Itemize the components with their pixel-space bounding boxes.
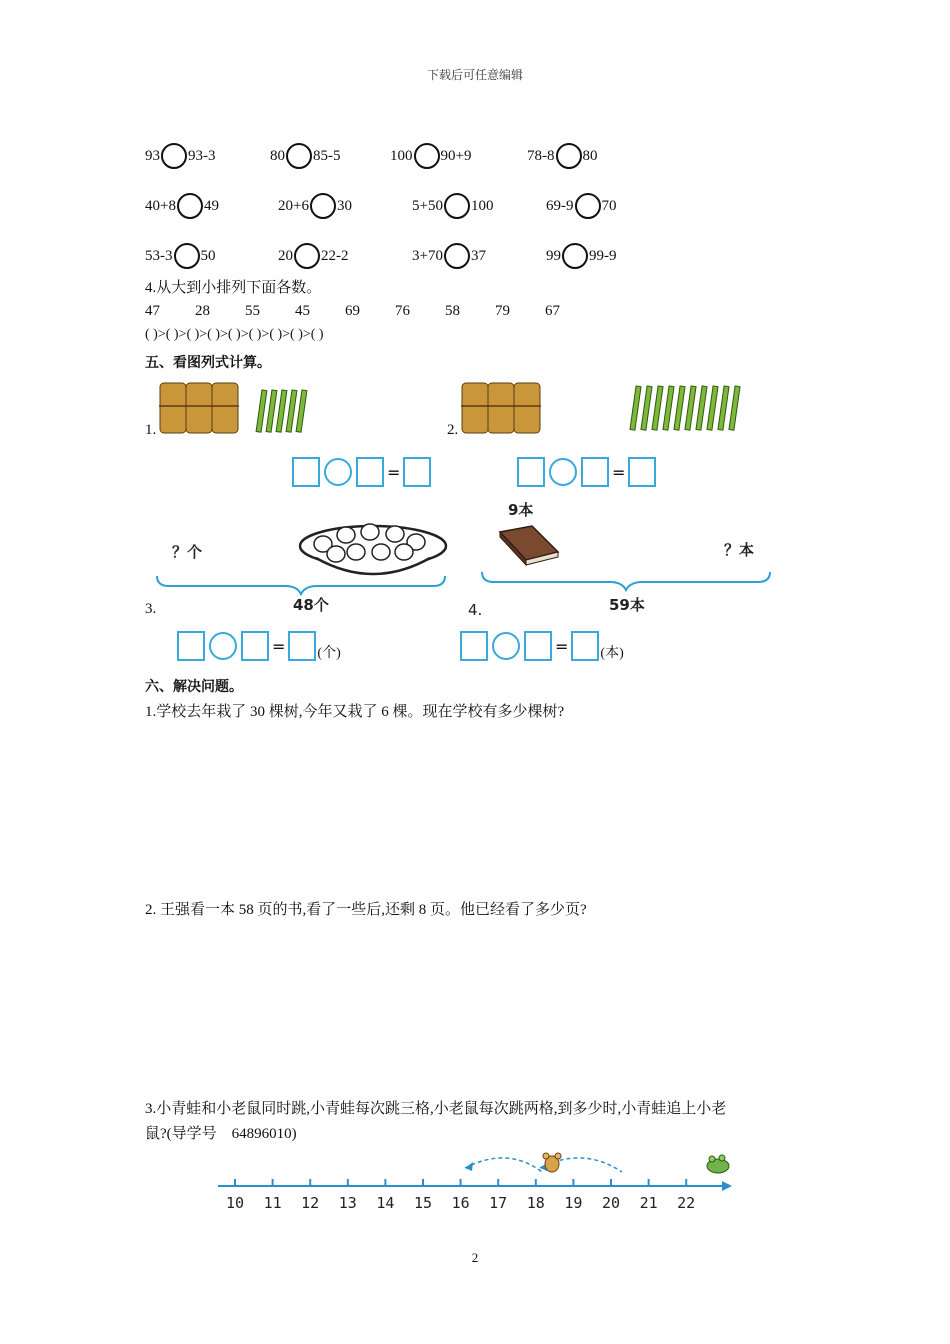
number-line-label: 19 bbox=[564, 1194, 583, 1212]
compare-left: 69-9 bbox=[546, 197, 574, 214]
stick bbox=[685, 386, 696, 430]
compare-left: 78-8 bbox=[527, 147, 555, 164]
pic4-unknown-label: ？本 bbox=[724, 541, 755, 559]
stick bbox=[630, 386, 641, 430]
number-line-label: 14 bbox=[376, 1194, 395, 1212]
page-header: 下载后可任意编辑 bbox=[426, 68, 523, 82]
compare-circle[interactable] bbox=[562, 243, 588, 269]
compare-left: 40+8 bbox=[145, 197, 176, 214]
compare-right: 99-9 bbox=[589, 247, 617, 264]
result-box[interactable] bbox=[288, 631, 316, 661]
compare-circle[interactable] bbox=[444, 243, 470, 269]
brace-4 bbox=[480, 570, 773, 592]
compare-right: 90+9 bbox=[440, 147, 472, 164]
compare-right: 100 bbox=[470, 197, 494, 214]
section6-q3-line2: 鼠?(导学号 64896010) bbox=[145, 1126, 297, 1142]
section6-title: 六、解决问题。 bbox=[145, 679, 243, 695]
section6-q2: 2. 王强看一本 58 页的书,看了一些后,还剩 8 页。他已经看了多少页? bbox=[145, 902, 587, 918]
compare-circle[interactable] bbox=[177, 193, 203, 219]
brace-3 bbox=[155, 574, 447, 596]
pic3-unknown-label: ？个 bbox=[172, 543, 203, 561]
q4-number: 45 bbox=[295, 303, 310, 319]
bundles-and-sticks-image-2 bbox=[457, 378, 747, 438]
answer-box[interactable] bbox=[356, 457, 384, 487]
q4-order-line: ( )>( )>( )>( )>( )>( )>( )>( )>( ) bbox=[145, 327, 324, 342]
compare-left: 53-3 bbox=[145, 247, 173, 264]
compare-item bbox=[412, 243, 486, 269]
compare-item bbox=[527, 143, 598, 169]
compare-right: 49 bbox=[203, 197, 219, 214]
compare-item bbox=[412, 193, 493, 219]
q4-number: 28 bbox=[195, 303, 210, 319]
equation-1 bbox=[292, 457, 431, 487]
pic3-total-label: 48个 bbox=[293, 596, 329, 614]
q4-number: 79 bbox=[495, 303, 510, 319]
compare-left: 93 bbox=[145, 147, 160, 164]
equals-sign: = bbox=[612, 462, 626, 482]
operator-circle[interactable] bbox=[549, 458, 577, 486]
compare-left: 3+70 bbox=[412, 247, 443, 264]
compare-item bbox=[546, 193, 617, 219]
section6-q1: 1.学校去年栽了 30 棵树,今年又栽了 6 棵。现在学校有多少棵树? bbox=[145, 704, 565, 720]
compare-item bbox=[145, 243, 216, 269]
number-line-label: 17 bbox=[489, 1194, 508, 1212]
stick bbox=[674, 386, 685, 430]
operator-circle[interactable] bbox=[209, 632, 237, 660]
compare-item bbox=[546, 243, 617, 269]
answer-box[interactable] bbox=[177, 631, 205, 661]
compare-circle[interactable] bbox=[294, 243, 320, 269]
compare-circle[interactable] bbox=[444, 193, 470, 219]
answer-box[interactable] bbox=[460, 631, 488, 661]
compare-right: 50 bbox=[200, 247, 216, 264]
pic4-top-label: 9本 bbox=[508, 501, 534, 519]
compare-item bbox=[278, 193, 352, 219]
result-box[interactable] bbox=[628, 457, 656, 487]
compare-item bbox=[145, 143, 216, 169]
pic3-label: 3. bbox=[145, 601, 157, 617]
section6-q3-line1: 3.小青蛙和小老鼠同时跳,小青蛙每次跳三格,小老鼠每次跳两格,到多少时,小青蛙追上小老 bbox=[145, 1101, 727, 1117]
q4-number: 55 bbox=[245, 303, 260, 319]
compare-item bbox=[145, 193, 219, 219]
stick bbox=[663, 386, 674, 430]
stick bbox=[652, 386, 663, 430]
compare-right: 80 bbox=[582, 147, 598, 164]
compare-right: 85-5 bbox=[313, 147, 341, 164]
number-line-label: 11 bbox=[263, 1194, 282, 1212]
q4-number: 47 bbox=[145, 303, 160, 319]
number-line-label: 20 bbox=[601, 1194, 621, 1212]
q4-number: 67 bbox=[545, 303, 560, 319]
book-image bbox=[496, 522, 562, 566]
unit-label: (本) bbox=[600, 646, 624, 661]
equation-3 bbox=[177, 630, 341, 662]
number-line bbox=[210, 1148, 740, 1218]
frog-icon bbox=[707, 1155, 729, 1173]
number-line-label: 15 bbox=[413, 1194, 433, 1212]
q4-number: 69 bbox=[345, 303, 360, 319]
compare-left: 80 bbox=[270, 147, 285, 164]
compare-left: 20 bbox=[278, 247, 293, 264]
compare-right: 37 bbox=[470, 247, 486, 264]
equals-sign: = bbox=[555, 636, 569, 656]
answer-box[interactable] bbox=[517, 457, 545, 487]
compare-right: 22-2 bbox=[321, 247, 349, 264]
number-line-label: 10 bbox=[225, 1194, 245, 1212]
compare-right: 70 bbox=[601, 197, 617, 214]
compare-item bbox=[270, 143, 341, 169]
equation-2 bbox=[517, 457, 656, 487]
compare-circle[interactable] bbox=[286, 143, 312, 169]
pic4-label: 4. bbox=[468, 601, 483, 619]
result-box[interactable] bbox=[571, 631, 599, 661]
answer-box[interactable] bbox=[292, 457, 320, 487]
compare-circle[interactable] bbox=[161, 143, 187, 169]
number-line-label: 22 bbox=[677, 1194, 696, 1212]
number-line-label: 21 bbox=[639, 1194, 658, 1212]
answer-box[interactable] bbox=[581, 457, 609, 487]
operator-circle[interactable] bbox=[324, 458, 352, 486]
pic1-label: 1. bbox=[145, 422, 157, 438]
number-line-label: 16 bbox=[451, 1194, 470, 1212]
q4-number: 58 bbox=[445, 303, 460, 319]
number-line-label: 12 bbox=[301, 1194, 320, 1212]
answer-box[interactable] bbox=[524, 631, 552, 661]
compare-circle[interactable] bbox=[414, 143, 440, 169]
compare-left: 100 bbox=[390, 147, 413, 164]
equals-sign: = bbox=[387, 462, 401, 482]
compare-left: 99 bbox=[546, 247, 561, 264]
unit-label: (个) bbox=[317, 646, 341, 661]
equals-sign: = bbox=[272, 636, 286, 656]
stick bbox=[718, 386, 729, 430]
egg-plate-image bbox=[296, 518, 451, 578]
q4-title: 4.从大到小排列下面各数。 bbox=[145, 280, 322, 296]
compare-circle[interactable] bbox=[310, 193, 336, 219]
stick bbox=[696, 386, 707, 430]
stick bbox=[641, 386, 652, 430]
operator-circle[interactable] bbox=[492, 632, 520, 660]
pic2-label: 2. bbox=[447, 422, 459, 438]
compare-right: 30 bbox=[336, 197, 352, 214]
stick bbox=[729, 386, 740, 430]
equation-4 bbox=[460, 630, 624, 662]
answer-box[interactable] bbox=[241, 631, 269, 661]
number-line-label: 13 bbox=[338, 1194, 357, 1212]
compare-item bbox=[278, 243, 349, 269]
section5-title: 五、看图列式计算。 bbox=[145, 355, 271, 371]
compare-circle[interactable] bbox=[575, 193, 601, 219]
result-box[interactable] bbox=[403, 457, 431, 487]
number-line-label: 18 bbox=[526, 1194, 545, 1212]
compare-circle[interactable] bbox=[556, 143, 582, 169]
q4-number: 76 bbox=[395, 303, 410, 319]
compare-item bbox=[390, 143, 471, 169]
compare-circle[interactable] bbox=[174, 243, 200, 269]
pic4-total-label: 59本 bbox=[609, 596, 645, 614]
page-number: 2 bbox=[471, 1250, 479, 1265]
stick bbox=[707, 386, 718, 430]
compare-right: 93-3 bbox=[188, 147, 216, 164]
q4-numbers bbox=[145, 302, 595, 320]
compare-left: 20+6 bbox=[278, 197, 309, 214]
bundles-and-sticks-image-1 bbox=[155, 378, 315, 438]
compare-left: 5+50 bbox=[412, 197, 443, 214]
